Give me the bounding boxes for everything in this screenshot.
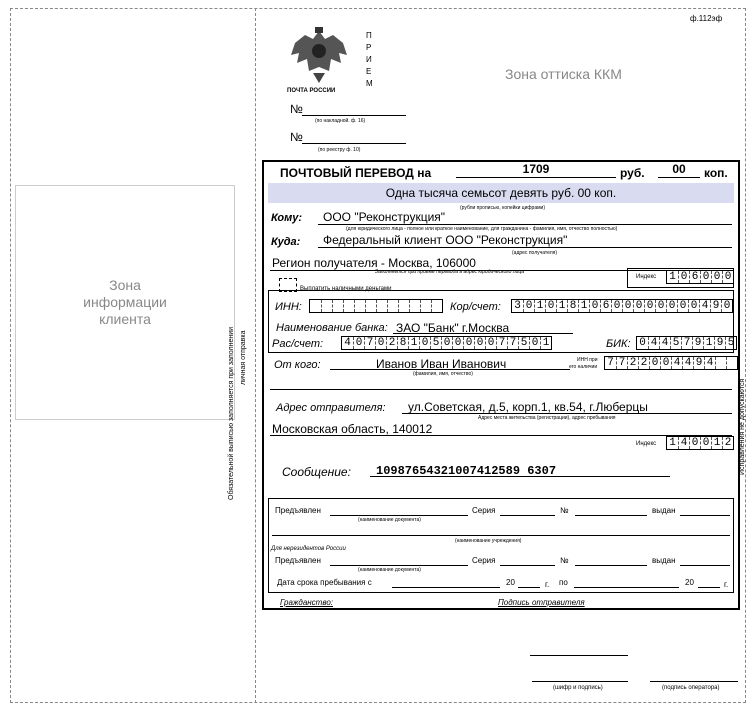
- kop-field[interactable]: 00: [658, 162, 700, 178]
- stay-to-field[interactable]: [574, 578, 679, 588]
- nonresident-label: Для нерезидентов России: [271, 546, 346, 552]
- doc2-seria-label: Серия: [472, 556, 496, 565]
- operator-line[interactable]: [650, 676, 738, 682]
- uchr1-hint: (наименование учреждения): [455, 538, 522, 544]
- korschet-cells[interactable]: 3 0 1 0 1 8 1 0 6 0 0 0 0 0 0 0 0 4 9 0: [511, 299, 733, 313]
- bik-label: БИК:: [606, 338, 631, 350]
- reestr-hint: (по реестру ф. 10): [318, 147, 361, 153]
- sender-name-hint: (фамилия, имя, отчество): [413, 371, 473, 377]
- kuda-hint: (адрес получателя): [512, 250, 558, 256]
- post-emblem-icon: [285, 25, 353, 92]
- side-right-text: Исправления не допускаются: [739, 378, 746, 475]
- nakladnaya-hint: (по накладной. ф. 16): [315, 118, 366, 124]
- sender-inn-label: ИНН при: [577, 357, 598, 363]
- side-left-text2: личная отправка: [240, 330, 247, 385]
- doc1-seria-label: Серия: [472, 506, 496, 515]
- rasschet-cells[interactable]: 4 0 7 0 2 8 1 0 5 0 0 0 0 0 7 7 5 0 1: [341, 336, 552, 350]
- stay-to-g: г.: [724, 580, 729, 589]
- sender-extra-line[interactable]: [270, 380, 732, 390]
- form-title: ПОЧТОВЫЙ ПЕРЕВОД на: [280, 166, 432, 180]
- citizenship-label: Гражданство:: [280, 598, 334, 607]
- reestr-no-label: №: [290, 130, 303, 144]
- doc2-label: Предъявлен: [275, 556, 321, 565]
- message-label: Сообщение:: [282, 465, 351, 479]
- sender-name-value: Иванов Иван Иванович: [376, 357, 507, 371]
- stay-po-label: по: [559, 578, 568, 587]
- doc1-field[interactable]: [330, 506, 468, 516]
- doc1-no-label: №: [560, 506, 569, 515]
- recipient-inn[interactable]: [309, 299, 443, 313]
- sender-address-hint: Адрес места жительства (регистрации), адрес пребывания: [478, 415, 616, 421]
- kuda-value: Федеральный клиент ООО "Реконструкция": [323, 233, 568, 247]
- sender-index[interactable]: 1 4 0 0 1 2: [666, 436, 734, 450]
- doc1-label: Предъявлен: [275, 506, 321, 515]
- ot-kogo-label: От кого:: [274, 359, 321, 371]
- doc2-no-field[interactable]: [575, 556, 647, 566]
- kop-label: коп.: [704, 166, 728, 180]
- bik-cells[interactable]: 0 4 4 5 7 9 1 9 5: [636, 336, 737, 350]
- sender-region-value: Московская область, 140012: [272, 422, 433, 436]
- reestr-line[interactable]: [302, 132, 406, 144]
- region-hint: Заполняется при приеме перевода в адрес юридического лица: [375, 269, 525, 275]
- stay-to-year-field[interactable]: [698, 578, 720, 588]
- doc1-hint: (наименование документа): [358, 517, 421, 523]
- doc1-vydan-field[interactable]: [680, 506, 730, 516]
- doc2-no-label: №: [560, 556, 569, 565]
- cash-checkbox-label: Выплатить наличными деньгами: [300, 286, 392, 292]
- doc1-no-field[interactable]: [575, 506, 647, 516]
- komu-label: Кому:: [271, 212, 302, 224]
- doc2-vydan-label: выдан: [652, 556, 676, 565]
- doc2-field[interactable]: [330, 556, 468, 566]
- amount-words[interactable]: Одна тысяча семьсот девять руб. 00 коп.: [268, 183, 734, 203]
- stay-to-year: 20: [685, 578, 694, 587]
- recipient-index-label: Индекс: [636, 274, 657, 280]
- side-left-text: Обязательной выписью заполняется при заполнении: [228, 326, 235, 500]
- client-info-zone: Зона информации клиента: [15, 185, 235, 420]
- priem-vertical: П Р И Е М: [366, 31, 373, 88]
- nakladnaya-line[interactable]: [302, 104, 406, 116]
- korschet-label: Кор/счет:: [450, 301, 501, 313]
- doc1-vydan-label: выдан: [652, 506, 676, 515]
- sender-address-value: ул.Советская, д.5, корп.1, кв.54, г.Люберцы: [408, 400, 648, 414]
- sender-address-label: Адрес отправителя:: [276, 402, 386, 414]
- kuda-label: Куда:: [271, 236, 301, 248]
- recipient-index[interactable]: 1 0 6 0 0 0: [666, 270, 734, 284]
- inn-label: ИНН:: [275, 301, 302, 313]
- stamp-line[interactable]: [530, 650, 628, 656]
- sender-inn-cells[interactable]: 7 7 2 2 0 0 4 4 9 4: [604, 356, 738, 370]
- komu-value: ООО "Реконструкция": [323, 210, 446, 224]
- amount-field[interactable]: 1709: [456, 162, 616, 178]
- message-value: 10987654321007412589 6307: [376, 464, 557, 478]
- bank-value: ЗАО "Банк" г.Москва: [396, 321, 510, 335]
- rasschet-label: Рас/счет:: [272, 338, 324, 350]
- doc2-seria-field[interactable]: [500, 556, 555, 566]
- stay-from-year: 20: [506, 578, 515, 587]
- form-code: ф.112эф: [690, 14, 723, 23]
- stay-from-g: г.: [545, 580, 550, 589]
- amount-words-hint: (рубли прописью, копейки цифрами): [460, 205, 545, 211]
- operator-hint: (подпись оператора): [662, 685, 720, 691]
- uchr1-field[interactable]: [272, 528, 730, 536]
- post-logo-text: ПОЧТА РОССИИ: [287, 88, 336, 94]
- doc2-vydan-field[interactable]: [680, 556, 730, 566]
- sender-index-label: Индекс: [636, 441, 657, 447]
- sender-signature-label: Подпись отправителя: [498, 598, 585, 607]
- doc1-seria-field[interactable]: [500, 506, 555, 516]
- stay-from-field[interactable]: [392, 578, 500, 588]
- stay-from-year-field[interactable]: [518, 578, 540, 588]
- shifr-line[interactable]: [532, 676, 628, 682]
- shifr-hint: (шифр и подпись): [553, 685, 603, 691]
- sender-inn-label2: его наличии: [569, 364, 598, 370]
- kkm-zone: Зона оттиска ККМ: [505, 66, 622, 82]
- bank-label: Наименование банка:: [276, 322, 388, 334]
- komu-hint: (для юридического лица - полное или краткое наименование, для гражданина - фамилия, имя, отчество полностью): [346, 226, 618, 232]
- stay-date-label: Дата срока пребывания с: [277, 578, 372, 587]
- doc2-hint: (наименование документа): [358, 567, 421, 573]
- rub-label: руб.: [620, 166, 645, 180]
- region-value: Регион получателя - Москва, 106000: [272, 256, 476, 270]
- nakladnaya-no-label: №: [290, 102, 303, 116]
